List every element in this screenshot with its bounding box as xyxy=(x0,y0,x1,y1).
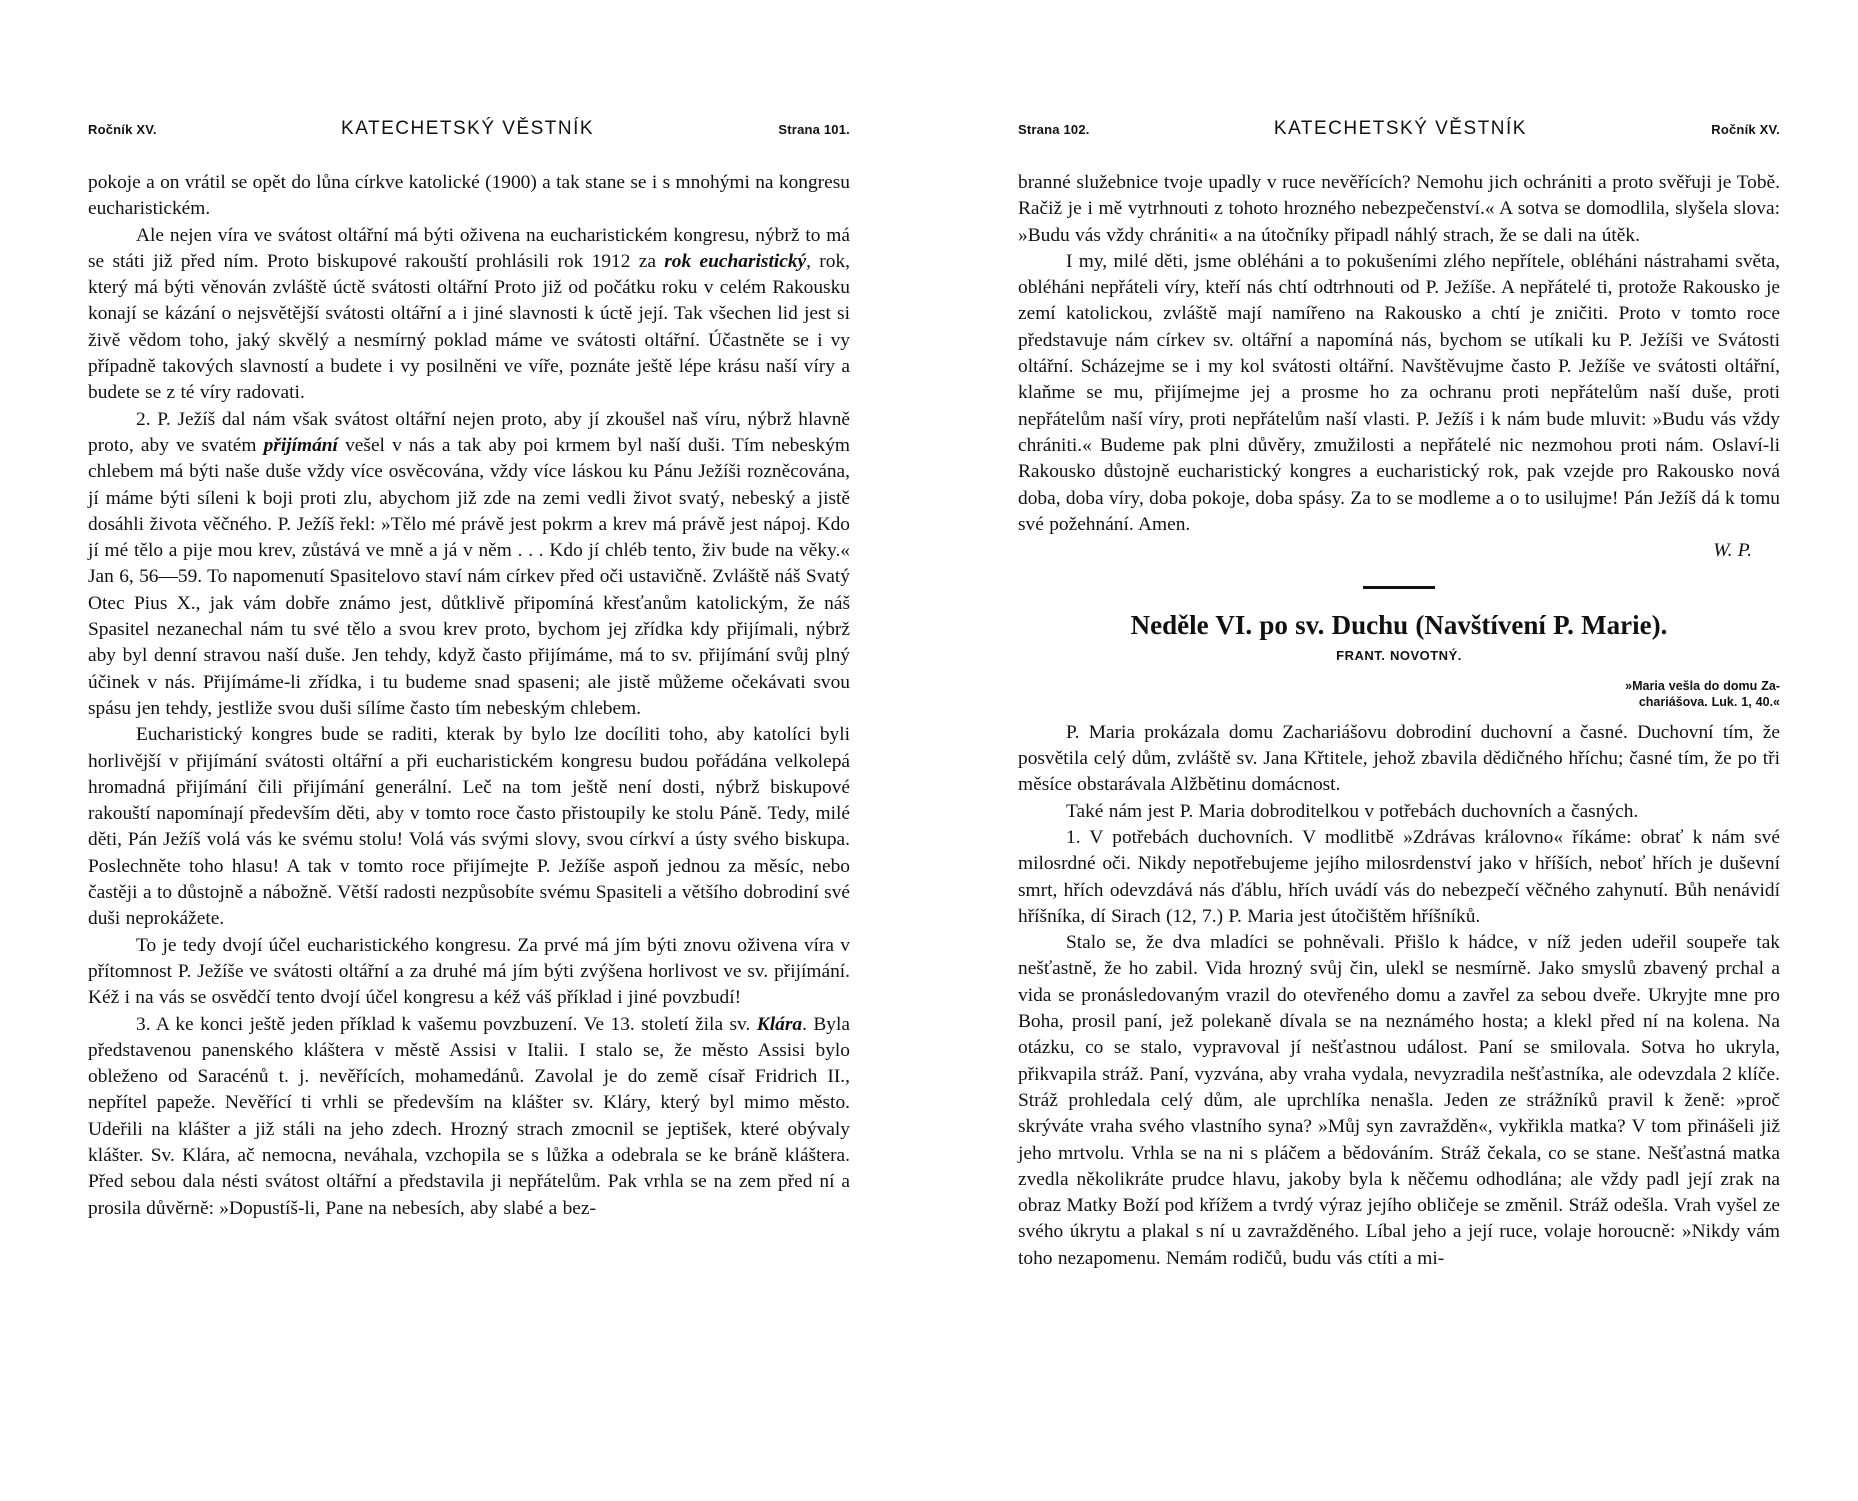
left-page-body xyxy=(88,170,850,1222)
paragraph: 3. A ke konci ještě jeden příklad k vašemu povzbuzení. Ve 13. století žila sv. Klára. Byla představenou panenského kláštera v městě Assisi v Italii. I stalo se, že město Assisi bylo obleženo od Saracénů t. j. nevěřících, mohamedánů. Zavolal je do země císař Fridrich II., nepřítel papeže. Nevěřící ti vrhli se především na klášter sv. Kláry, který byl mimo město. Udeřili na klášter a již stáli na jeho zdech. Hrozný strach zmocnil se jeptišek, které obývaly klášter. Sv. Klára, ač nemocna, neváhala, vzchopila se s lůžka a odebrala se ke bráně kláštera. Před sebou dala nésti svátost oltářní a představila ji nepřátelům. Pak vrhla se na zem před ní a prosila důvěrně: »Dopustíš-li, Pane na nebesích, aby slabé a bez- xyxy=(88,1013,850,1219)
volume-label: Ročník XV. xyxy=(88,122,157,137)
paragraph: 1. V potřebách duchovních. V modlitbě »Zdrávas královno« říkáme: obrať k nám své milosrdné oči. Nikdy nepotřebujeme jejího milosrdenství jako v hříších, neboť hřích je duševní smrt, hřích odevzdává nás ďáblu, hřích uvádí vás do nebezpečí věčného zahynutí. Bůh nenávidí hříšníka, dí Sirach (12, 7.) P. Maria jest útočištěm hříšníků. xyxy=(1018,826,1780,927)
paragraph: I my, milé děti, jsme obléháni a to pokušeními zlého nepřítele, obléháni nástrahami světa, obléháni nepřáteli víry, kteří nás chtí odtrhnouti od P. Ježíše. A nepřátelé ti, protože Rakousko je zemí katolickou, zvláště mají namířeno na Rakousko a chtí je zničiti. Proto v tomto roce představuje nám církev sv. oltářní a napomíná nás, bychom se utíkali ku P. Ježíši ve Svátosti oltářní. Scházejme se i my kol svátosti oltářní. Navštěvujme často P. Ježíše ve svátosti oltářní, klaňme se mu, přijímejme jej a prosme ho za ochranu proti nepřátelům naší duše, proti nepřátelům naší víry, proti nepřátelům naší vlasti. P. Ježíš i k nám bude mluvit: »Budu vás vždy chrániti.« Budeme pak plni důvěry, zmužilosti a nepřátelé nic nezmohou proti nám. Oslaví-li Rakousko důstojně eucharistický kongres a eucharistický rok, pak vzejde pro Rakousko nová doba, doba víry, doba pokoje, doba spásy. Za to se modleme a o to usilujme! Pán Ježíš dá k tomu své požehnání. Amen. xyxy=(1018,250,1780,535)
page-number: Strana 102. xyxy=(1018,122,1090,137)
paragraph: Eucharistický kongres bude se raditi, kterak by bylo lze docíliti toho, aby katolíci byli horlivější v přijímání svátosti oltářní a při eucharistickém kongresu budou pořádána velkolepá hromadná přijímání čili přijímání generální. Leč na tom ještě není dosti, nýbrž biskupové rakouští napomínají především děti, aby v tomto roce často přistoupily ke stolu Páně. Tedy, milé děti, Pán Ježíš volá vás ke svému stolu! Volá vás svými slovy, svou církví a ústy svého biskupa. Poslechněte toho hlasu! A tak v tomto roce přijímejte P. Ježíše aspoň jednou za měsíc, nebo častěji a to důstojně a nábožně. Větší radosti nezpůsobíte svému Spasiteli a většího dobrodiní své duši neprokážete. xyxy=(88,724,850,930)
emphasis: přijímání xyxy=(263,434,338,456)
epigraph: »Maria vešla do domu Za- chariášova. Luk. 1, 40.« xyxy=(1625,678,1780,709)
emphasis: rok eucharistický xyxy=(664,250,807,272)
volume-label: Ročník XV. xyxy=(1711,122,1780,137)
paragraph: pokoje a on vrátil se opět do lůna církve katolické (1900) a tak stane se i s mnohými na kongresu eucharistickém. xyxy=(88,172,850,220)
paragraph: branné služebnice tvoje upadly v ruce nevěřících? Nemohu jich ochrániti a proto svěřuji je Tobě. Račiž je i mě vytrhnouti z tohoto hrozného nebezpečenství.« A sotva se domodlila, slyšela slova: »Budu vás vždy chrániti« a na útočníky připadl náhlý strach, že se dali na útěk. xyxy=(1018,172,1780,246)
paragraph: To je tedy dvojí účel eucharistického kongresu. Za prvé má jím býti znovu oživena víra v přítomnost P. Ježíše ve svátosti oltářní a za druhé má jím býti zvýšena horlivost ve sv. přijímání. Kéž i na vás se osvědčí tento dvojí účel kongresu a kéž váš příklad i jiné povzbudí! xyxy=(88,934,850,1009)
journal-title: KATECHETSKÝ VĚSTNÍK xyxy=(1273,118,1527,139)
signature-line xyxy=(1018,538,1780,564)
right-running-head xyxy=(1018,118,1780,146)
section-title: Neděle VI. po sv. Duchu (Navštívení P. Marie). xyxy=(1130,610,1668,641)
right-page xyxy=(1018,0,1780,1501)
signature: W. P. xyxy=(1713,540,1752,562)
paragraph: Stalo se, že dva mladíci se pohněvali. Přišlo k hádce, v níž jeden udeřil soupeře tak nešťastně, že ho zabil. Vida hrozný svůj čin, ulekl se nesmírně. Jako smyslů zbavený prchal a vida se pronásledovaným vrazil do otevřeného domu a zavřel za sebou dveře. Ukryjte mne pro Boha, prosil paní, jež polekaně dívala se na neznámého hosta; a klekl před ní na kolena. Na otázku, co se stalo, vypravoval jí nešťastnou událost. Paní se smilovala. Sotva ho ukryla, přikvapila stráž. Paní, vyzvána, aby vraha vydala, nevyzradila nešťastníka, ale odevzdala 2 klíče. Stráž prohledala celý dům, ale uprchlíka nenašla. Jeden ze strážníků pravil k ženě: »proč skrýváte vraha svého vlastního syna? »Můj syn zavražděn«, vykřikla matka? V tom přinášeli již jeho mrtvolu. Vrhla se na ni s pláčem a bědováním. Stráž čekala, co se stane. Nešťastná matka zvedla několikráte prudce hlavu, jakoby byla k něčemu odhodlána; ale vždy padl její zrak na obraz Matky Boží pod křížem a tvrdý výraz jejího obličeje se změnil. Stráž odešla. Vrah vyšel ze svého úkrytu a plakal s ní u zavražděného. Líbal jeho a její ruce, volaje horoucně: »Nikdy vám toho nezapomenu. Nemám rodičů, budu vás ctíti a mi- xyxy=(1018,932,1780,1269)
left-page xyxy=(88,0,850,1501)
emphasis: Klára xyxy=(756,1013,803,1035)
paragraph: Ale nejen víra ve svátost oltářní má býti oživena na eucharistickém kongresu, nýbrž to má se státi již před ním. Proto biskupové rakouští prohlásili rok 1912 za rok eucharistický, rok, který má býti věnován zvláště úctě svátosti oltářní Proto již od počátku roku v celém Rakousku konají se kázání o nejsvětější svátosti oltářní a i jiné slavnosti k úctě její. Tak všechen lid jest si živě vědom toho, jaký skvělý a nesmírný poklad máme ve svátosti oltářní. Účastněte se i vy případně takových slavností a budete i vy posilněni ve víře, poznáte ještě lépe krásu naší víry a budete se z té víry radovati. xyxy=(88,224,850,404)
paragraph: 2. P. Ježíš dal nám však svátost oltářní nejen proto, aby jí zkoušel naš víru, nýbrž hlavně proto, aby ve svatém přijímání vešel v nás a tak aby poi krmem byl naší duši. Tím nebeským chlebem má býti naše duše vždy více osvěcována, vždy více láskou ku Pánu Ježíši rozněcována, jí máme býti síleni k boji proti zlu, abychom již zde na zemi vedli život svatý, nebeský a jistě dosáhli života věčného. P. Ježíš řekl: »Tělo mé právě jest pokrm a krev má právě jest nápoj. Kdo jí mé tělo a pije mou krev, zůstává ve mně a já v něm . . . Kdo jí chléb tento, živ bude na věky.« Jan 6, 56—59. To napomenutí Spasitelovo staví nám církev před oči ustavičně. Zvláště náš Svatý Otec Pius X., jak vám dobře známo jest, důtklivě připomíná křesťanům katolickým, že náš Spasitel nezanechal nám tu své tělo a svou krev proto, bychom jej zřídka kdy přijímali, nýbrž aby byl denní stravou naší duše. Jen tehdy, když často přijímáme, má to sv. přijímání svůj plný účinek v nás. Přijímáme-li zřídka, i tu budeme snad spaseni; ale jistě můžeme očekávati svou spásu jen tehdy, jestliže svou duši sílíme často tím nebeským chlebem. xyxy=(88,408,850,719)
section-author: FRANT. NOVOTNÝ. xyxy=(1336,648,1462,664)
right-page-body xyxy=(1018,170,1780,1272)
left-running-head xyxy=(88,118,850,146)
paragraph: Také nám jest P. Maria dobroditelkou v potřebách duchovních a časných. xyxy=(1066,800,1639,822)
paragraph: P. Maria prokázala domu Zachariášovu dobrodiní duchovní a časné. Duchovní tím, že posvětila celý dům, zvláště sv. Jana Křtitele, jehož zbavila dědičného hříchu; časné tím, že po tři měsíce obstarávala Alžbětinu domácnost. xyxy=(1018,721,1780,796)
section-divider xyxy=(1363,586,1435,589)
page-number: Strana 101. xyxy=(778,122,850,137)
journal-title: KATECHETSKÝ VĚSTNÍK xyxy=(341,118,595,139)
